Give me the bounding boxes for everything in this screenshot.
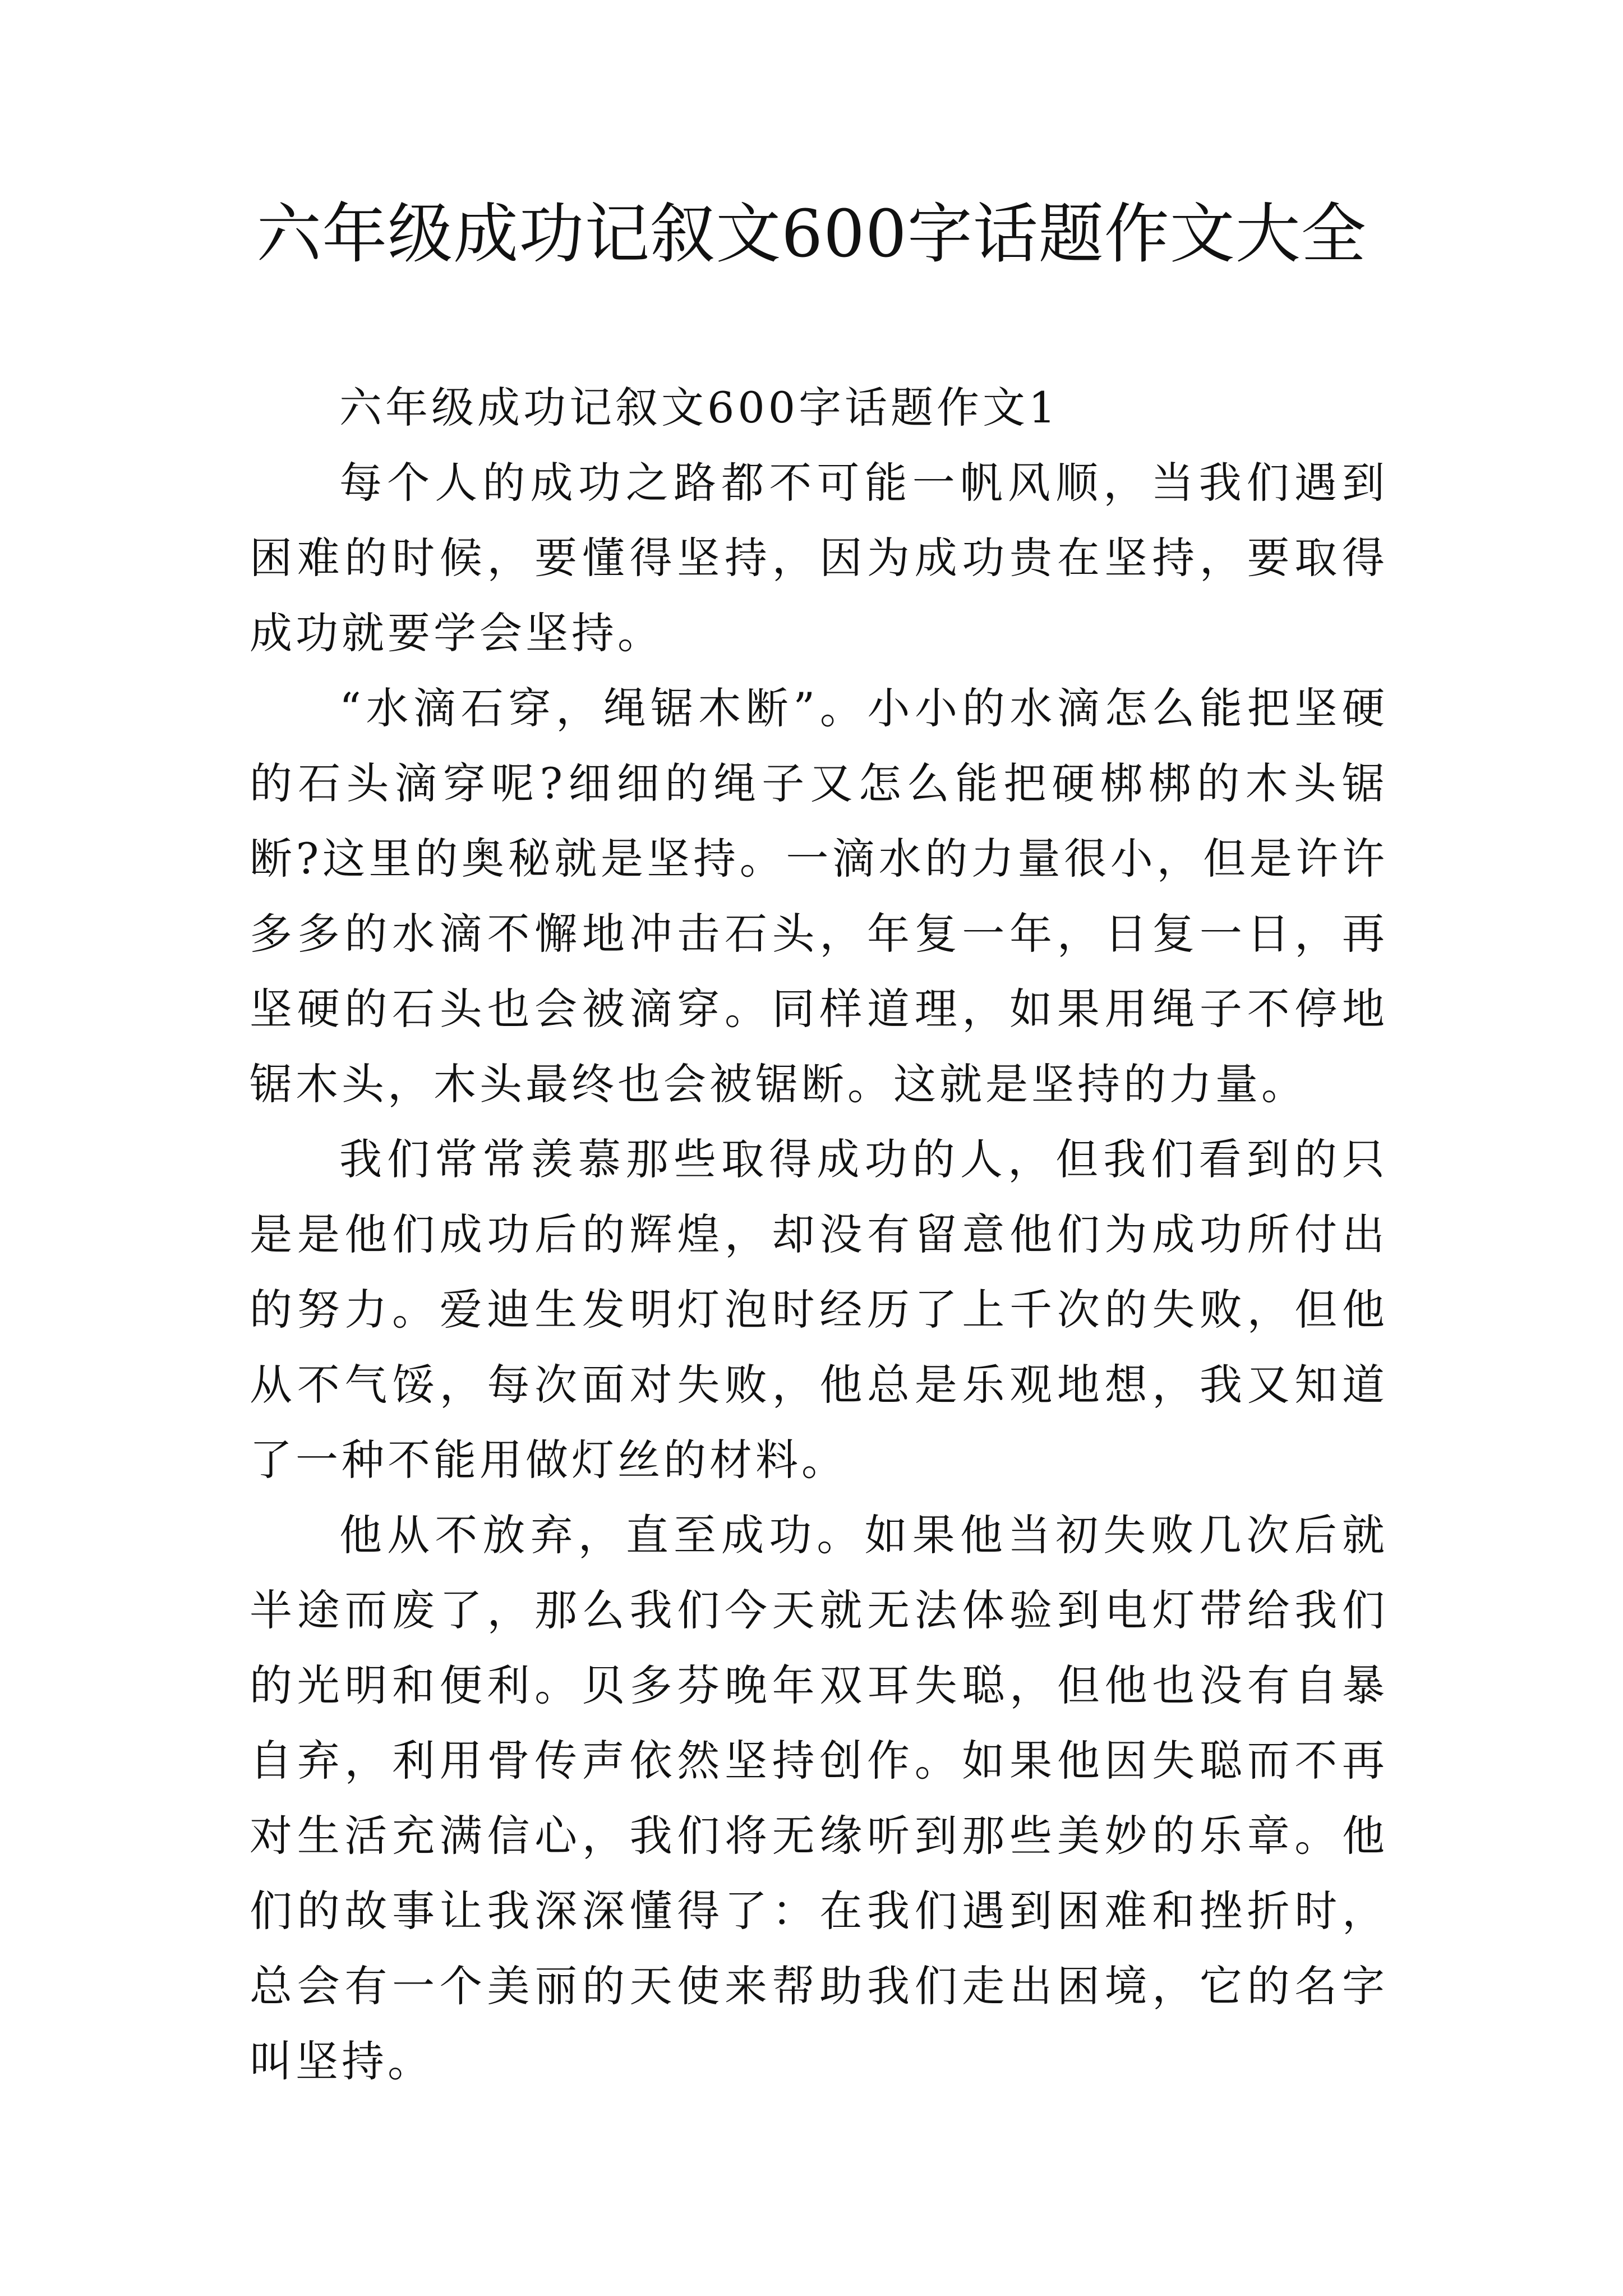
paragraph-1: 每个人的成功之路都不可能一帆风顺，当我们遇到困难的时候，要懂得坚持，因为成功贵在坚持，要取得成功就要学会坚持。 — [250, 458, 1388, 658]
paragraph-2: “水滴石穿，绳锯木断”。小小的水滴怎么能把坚硬的石头滴穿呢?细细的绳子又怎么能把硬梆梆的木头锯断?这里的奥秘就是坚持。一滴水的力量很小，但是许许多多的水滴不懈地冲击石头，年复一年，日复一日，再坚硬的石头也会被滴穿。同样道理，如果用绳子不停地锯木头，木头最终也会被锯断。这就是坚持的力量。 — [250, 683, 1388, 1109]
essay-subtitle: 六年级成功记叙文600字话题作文1 — [339, 383, 1059, 432]
document-title: 六年级成功记叙文600字话题作文大全 — [256, 196, 1367, 272]
document-body — [250, 370, 1388, 2099]
paragraph-3: 我们常常羡慕那些取得成功的人，但我们看到的只是是他们成功后的辉煌，却没有留意他们为成功所付出的努力。爱迪生发明灯泡时经历了上千次的失败，但他从不气馁，每次面对失败，他总是乐观地想，我又知道了一种不能用做灯丝的材料。 — [250, 1134, 1388, 1485]
paragraph-4: 他从不放弃，直至成功。如果他当初失败几次后就半途而废了，那么我们今天就无法体验到电灯带给我们的光明和便利。贝多芬晚年双耳失聪，但他也没有自暴自弃，利用骨传声依然坚持创作。如果他因失聪而不再对生活充满信心，我们将无缘听到那些美妙的乐章。他们的故事让我深深懂得了：在我们遇到困难和挫折时，总会有一个美丽的天使来帮助我们走出困境，它的名字叫坚持。 — [250, 1510, 1388, 2086]
